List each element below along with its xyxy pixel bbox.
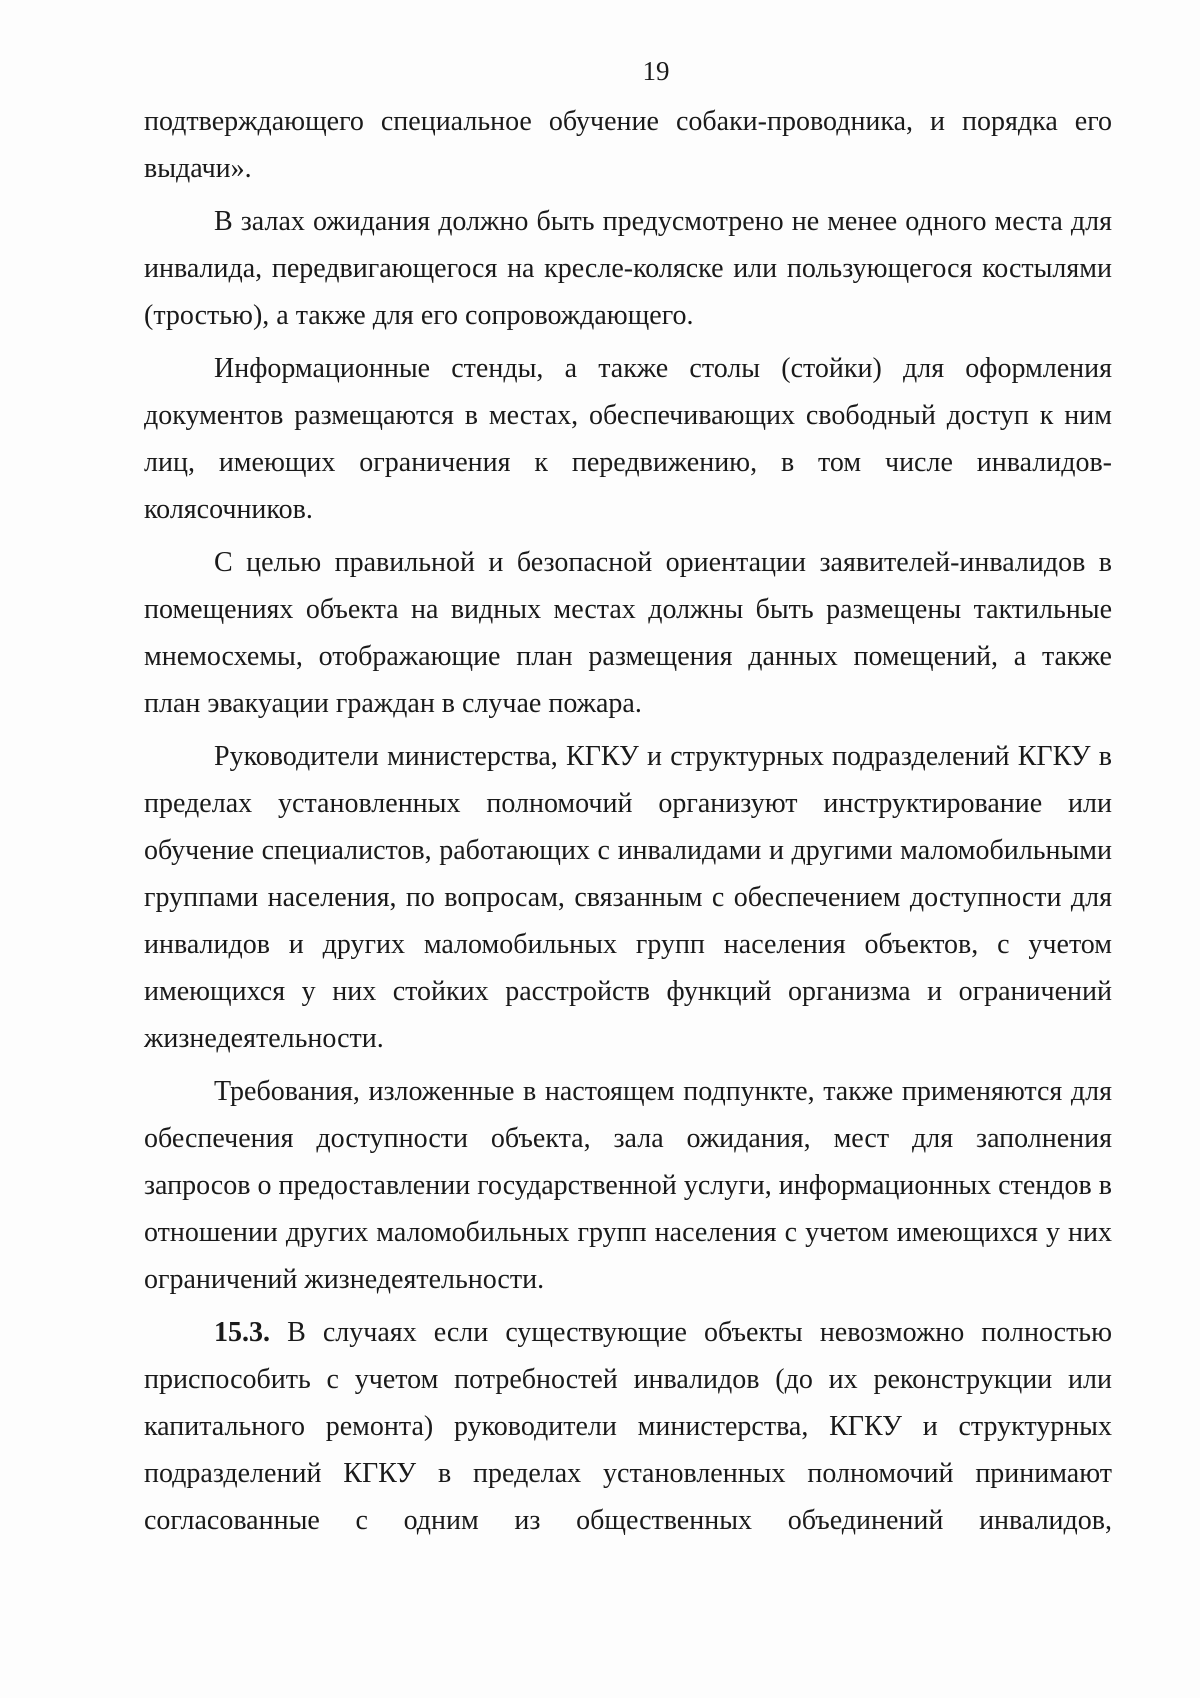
paragraph: В залах ожидания должно быть предусмотрено не менее одного места для инвалида, передвигающегося на кресле-коляске или пользующегося костылями (тростью), а также для его сопровождающего. [144, 206, 1112, 331]
paragraph: Информационные стенды, а также столы (стойки) для оформления документов размещаются в местах, обеспечивающих свободный доступ к ним лиц, имеющих ограничения к передвижению, в том числе инвалидов-колясочников. [144, 353, 1112, 525]
paragraph: Требования, изложенные в настоящем подпункте, также применяются для обеспечения доступности объекта, зала ожидания, мест для заполнения запросов о предоставлении государственной услуги, информационных стендов в отношении других маломобильных групп населения с учетом имеющихся у них ограничений жизнедеятельности. [144, 1076, 1112, 1295]
paragraph-text: В случаях если существующие объекты невозможно полностью приспособить с учетом потребностей инвалидов (до их реконструкции или капитального ремонта) руководители министерства, КГКУ и структурных подразделений КГКУ в пределах установленных полномочий принимают согласованные с одним из общественных объединений инвалидов, [144, 1317, 1112, 1536]
document-body [144, 98, 1112, 1550]
paragraph: С целью правильной и безопасной ориентации заявителей-инвалидов в помещениях объекта на видных местах должны быть размещены тактильные мнемосхемы, отображающие план размещения данных помещений, а также план эвакуации граждан в случае пожара. [144, 547, 1112, 719]
page-number: 19 [642, 56, 670, 86]
numbered-paragraph [144, 1309, 1112, 1544]
paragraph: Руководители министерства, КГКУ и структурных подразделений КГКУ в пределах установленных полномочий организуют инструктирование или обучение специалистов, работающих с инвалидами и другими маломобильными группами населения, по вопросам, связанным с обеспечением доступности для инвалидов и других маломобильных групп населения объектов, с учетом имеющихся у них стойких расстройств функций организма и ограничений жизнедеятельности. [144, 741, 1112, 1054]
paragraph: подтверждающего специальное обучение собаки-проводника, и порядка его выдачи». [144, 106, 1112, 184]
paragraph-number: 15.3. [214, 1317, 270, 1348]
